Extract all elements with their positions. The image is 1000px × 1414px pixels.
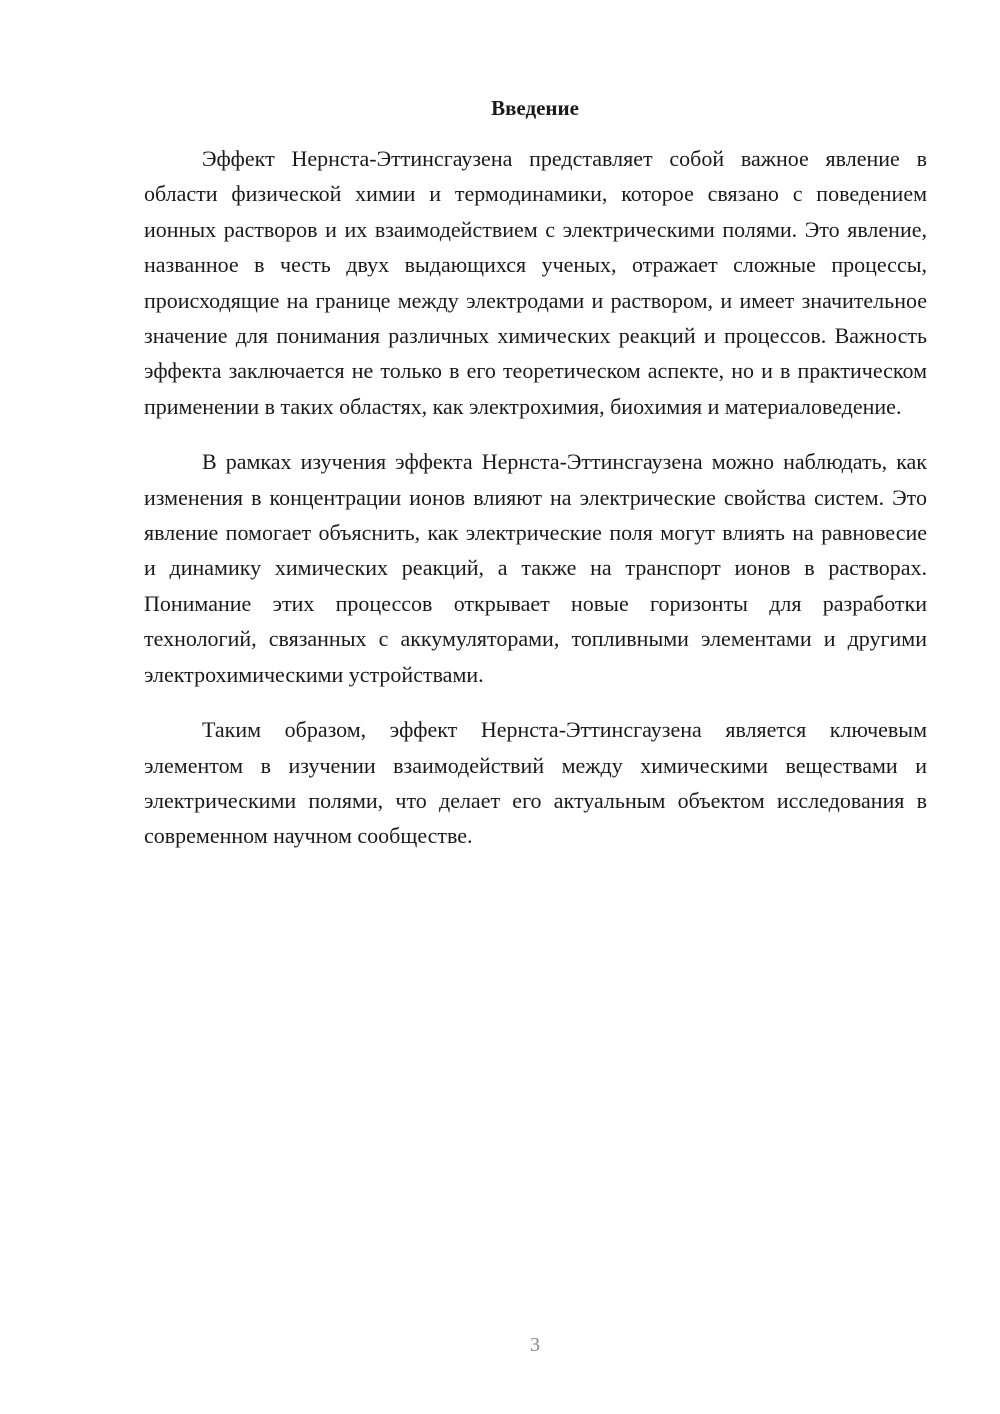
body-text [144, 141, 927, 874]
paragraph-1: Эффект Нернста-Эттинсгаузена представляет собой важное явление в области физической химии и термодинамики, которое связано с поведением ионных растворов и их взаимодействием с электрическими полями. Это явление, названное в честь двух выдающихся ученых, отражает сложные процессы, происходящие на границе между электродами и раствором, и имеет значительное значение для понимания различных химических реакций и процессов. Важность эффекта заключается не только в его теоретическом аспекте, но и в практическом применении в таких областях, как электрохимия, биохимия и материаловедение. [144, 146, 927, 419]
paragraph-3: Таким образом, эффект Нернста-Эттинсгаузена является ключевым элементом в изучении взаимодействий между химическими веществами и электрическими полями, что делает его актуальным объектом исследования в современном научном сообществе. [144, 717, 927, 849]
paragraph-2: В рамках изучения эффекта Нернста-Эттинсгаузена можно наблюдать, как изменения в концентрации ионов влияют на электрические свойства систем. Это явление помогает объяснить, как электрические поля могут влиять на равновесие и динамику химических реакций, а также на транспорт ионов в растворах. Понимание этих процессов открывает новые горизонты для разработки технологий, связанных с аккумуляторами, топливными элементами и другими электрохимическими устройствами. [144, 449, 927, 687]
page-number: 3 [530, 1334, 540, 1356]
section-heading: Введение [491, 96, 579, 120]
